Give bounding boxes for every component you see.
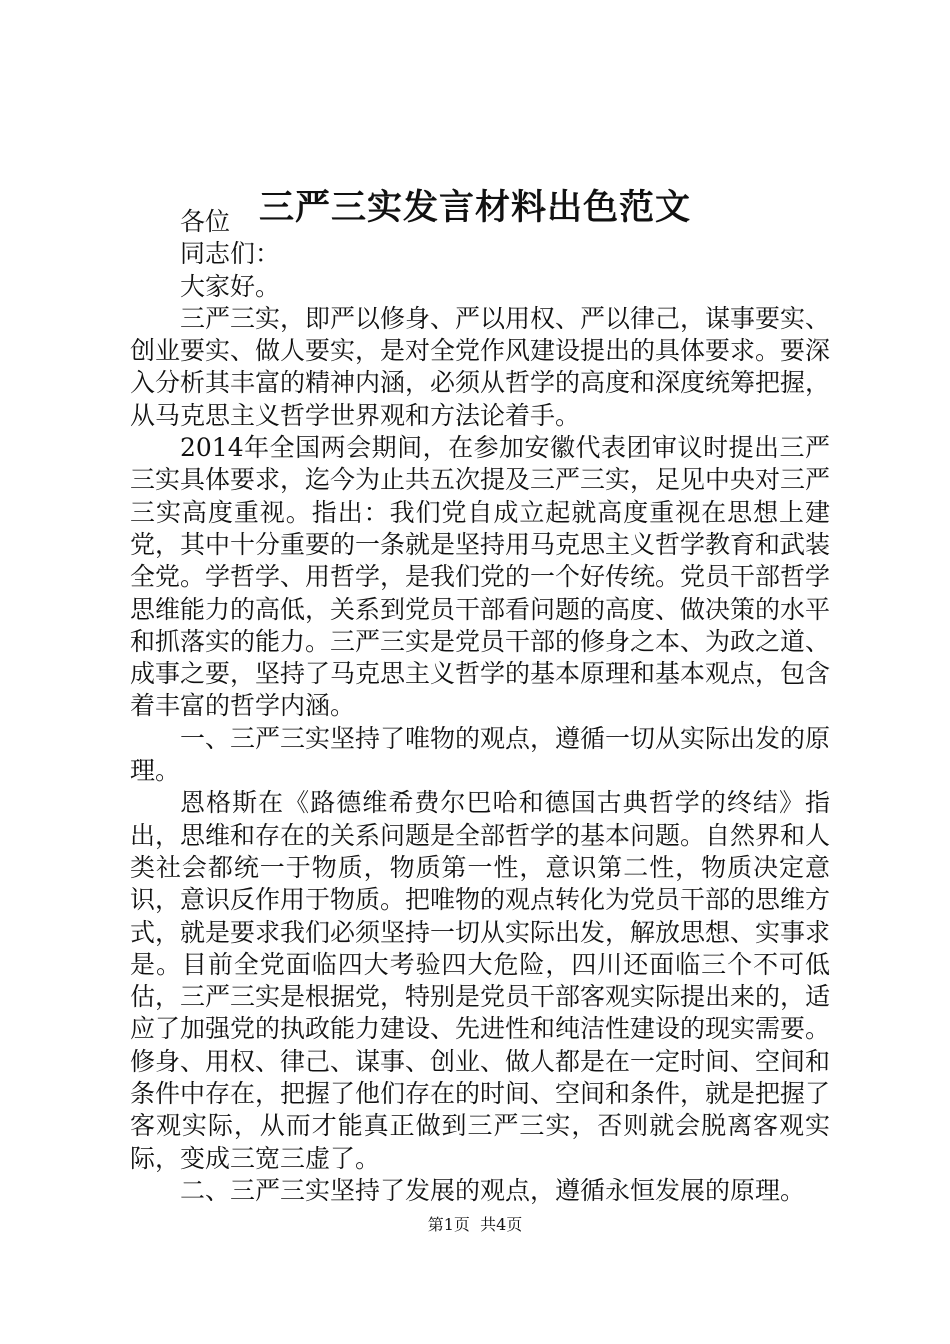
body-paragraph: 恩格斯在《路德维希费尔巴哈和德国古典哲学的终结》指出，思维和存在的关系问题是全部哲学的基本问题。自然界和人类社会都统一于物质，物质第一性，意识第二性，物质决定意识，意识反作用于物质。把唯物的观点转化为党员干部的思维方式，就是要求我们必须坚持一切从实际出发，解放思想、实事求是。目前全党面临四大考验四大危险，四川还面临三个不可低估，三严三实是根据党，特别是党员干部客观实际提出来的，适应了加强党的执政能力建设、先进性和纯洁性建设的现实需要。修身、用权、律己、谋事、创业、做人都是在一定时间、空间和条件中存在，把握了他们存在的时间、空间和条件，就是把握了客观实际，从而才能真正做到三严三实，否则就会脱离客观实际，变成三宽三虚了。 [130, 788, 831, 1173]
page-title: 三严三实发言材料出色范文 [258, 187, 691, 228]
section-heading: 一、三严三实坚持了唯物的观点，遵循一切从实际出发的原理。 [130, 723, 831, 786]
page-number: 第1页 [427, 1215, 470, 1234]
salutation-line: 同志们： [180, 239, 281, 269]
body-paragraph: 三严三实，即严以修身、严以用权、严以律己，谋事要实、创业要实、做人要实，是对全党作风建设提出的具体要求。要深入分析其丰富的精神内涵，必须从哲学的高度和深度统筹把握，从马克思主义哲学世界观和方法论着手。 [130, 303, 831, 430]
page-total: 共4页 [480, 1215, 523, 1234]
section-heading: 二、三严三实坚持了发展的观点，遵循永恒发展的原理。 [180, 1175, 806, 1205]
body-paragraph: 2014年全国两会期间，在参加安徽代表团审议时提出三严三实具体要求，迄今为止共五次提及三严三实，足见中央对三严三实高度重视。指出：我们党自成立起就高度重视在思想上建党，其中十分重要的一条就是坚持用马克思主义哲学教育和武装全党。学哲学、用哲学，是我们党的一个好传统。党员干部哲学思维能力的高低，关系到党员干部看问题的高度、做决策的水平和抓落实的能力。三严三实是党员干部的修身之本、为政之道、成事之要，坚持了马克思主义哲学的基本原理和基本观点，包含着丰富的哲学内涵。 [130, 433, 831, 721]
document-body [130, 206, 830, 1207]
salutation-line: 各位 [180, 207, 231, 236]
page-footer [0, 1214, 950, 1236]
greeting-line: 大家好。 [180, 271, 281, 301]
